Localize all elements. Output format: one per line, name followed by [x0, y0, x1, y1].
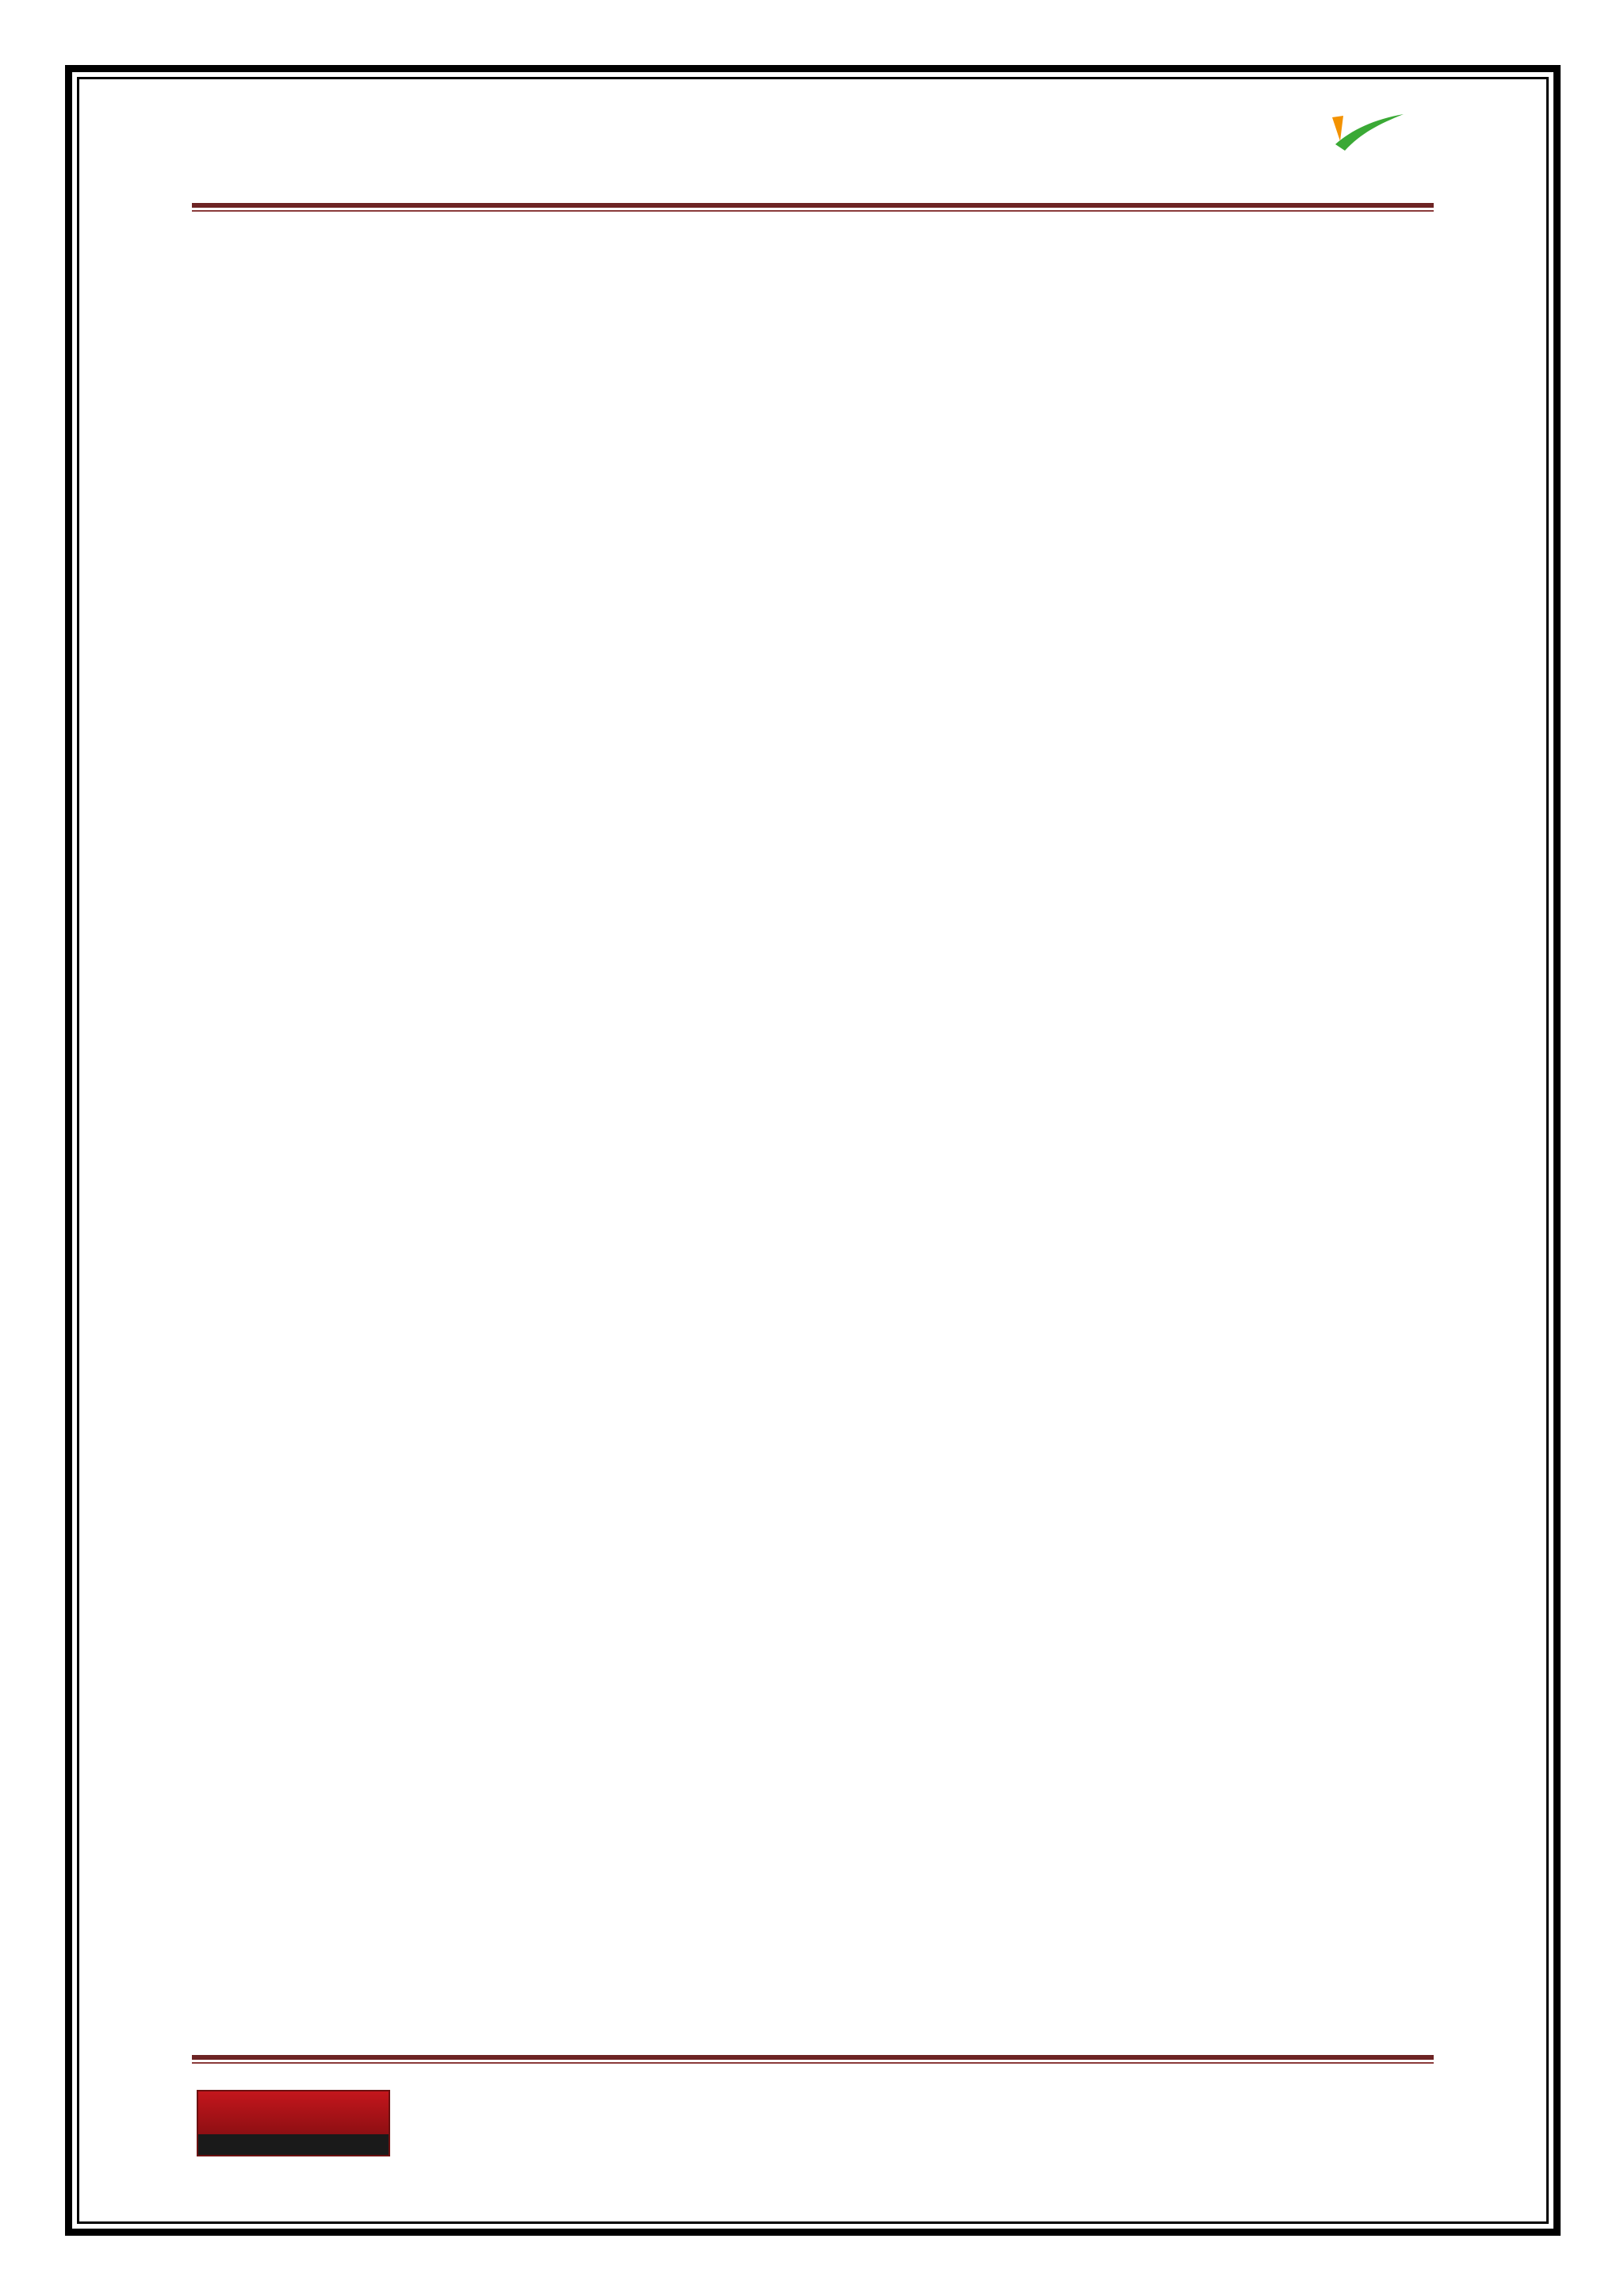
footer-rule — [192, 2055, 1434, 2064]
header-rule — [192, 203, 1434, 212]
intro-paragraph — [295, 1381, 1437, 1425]
page-border-inner — [77, 77, 1549, 2224]
jindal-swoosh-icon — [1312, 109, 1407, 157]
jindal-logo — [1213, 109, 1411, 189]
gcc-logo — [197, 2090, 390, 2156]
